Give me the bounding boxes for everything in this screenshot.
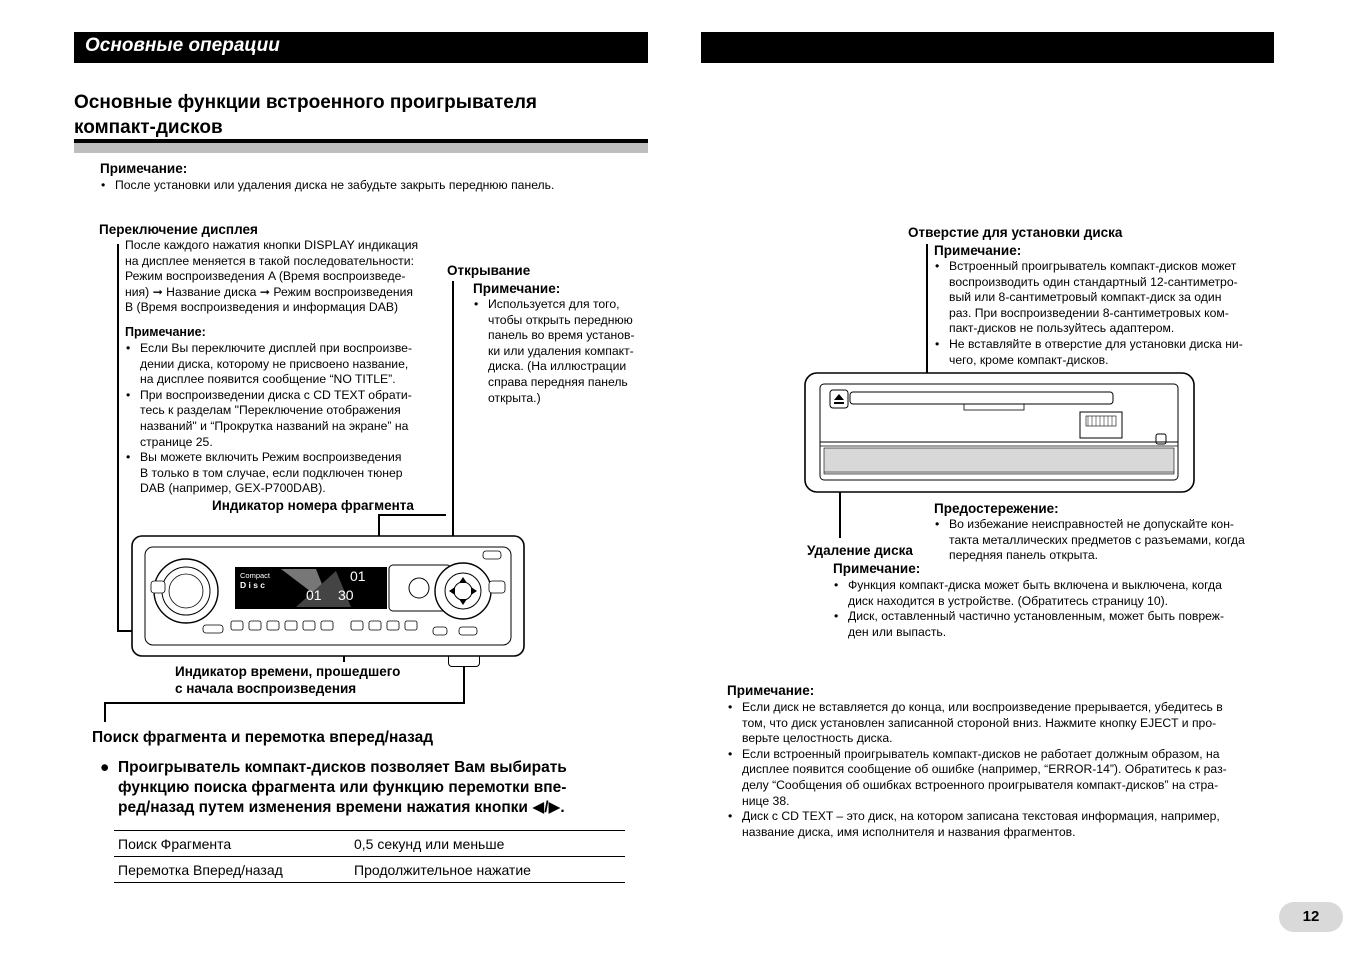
list-item: • Диск, оставленный частично установленным, может быть повреж- ден или выпасть. [833, 609, 1278, 640]
lcd-compact: Compact [240, 571, 271, 580]
open-note-label: Примечание: [473, 281, 561, 296]
eject-note-label: Примечание: [833, 561, 921, 576]
search-table [114, 830, 625, 883]
disc-slot [850, 392, 1113, 404]
list-item: • Используется для того, чтобы открыть переднюю панель во время установ- ки или удаления компакт- диска. (На иллюстрации справа передняя панель открыта.) [473, 297, 653, 406]
left-header-bar [74, 32, 648, 63]
left-header-title: Основные операции [85, 35, 280, 56]
open-button [483, 551, 501, 559]
audio-button [489, 581, 505, 593]
slot-notes [934, 259, 1279, 368]
table-cell: 0,5 секунд или меньше [350, 831, 625, 857]
bottom-note-label: Примечание: [727, 683, 815, 698]
lcd-minutes: 01 [306, 587, 322, 603]
band-button [151, 581, 165, 593]
right-header-title [701, 32, 1274, 35]
cd-unit-illustration [804, 372, 1195, 494]
right-header-bar [701, 32, 1274, 63]
table-cell: Перемотка Вперед/назад [114, 857, 350, 883]
list-item: • После установки или удаления диска не забудьте закрыть переднюю панель. [100, 178, 640, 194]
table-cell: Поиск Фрагмента [114, 831, 350, 857]
lcd-track-number: 01 [350, 568, 366, 584]
list-item: • Если Вы переключите дисплей при воспроизве- дении диска, которому не присвоено название, на дисплее появится сообщение “NO TITLE”. [125, 341, 445, 388]
list-item: • Если встроенный проигрыватель компакт-дисков не работает должным образом, на дисплее появится сообщение об ошибке (например, “ERROR-14”). Обратитесь к раз- делу “Сообщения об ошибках встроенного проигрывателя компакт-дисков” на стра- нице 38. [727, 747, 1277, 809]
display-switch-text: После каждого нажатия кнопки DISPLAY индикация на дисплее меняется в такой последовательности: Режим воспроизведения A (Время воспроизведе- ния) ➞ Название диска ➞ Режим воспроизведения B (Время воспроизведения и информация DAB) [125, 238, 419, 315]
leader-search-v [463, 667, 465, 703]
caution-notes [934, 517, 1279, 564]
list-item: • Функция компакт-диска может быть включена и выключена, когда диск находится в устройстве. (Обратитесь страницу 10). [833, 578, 1278, 609]
page-number: 12 [1279, 902, 1343, 932]
top-note-list [100, 178, 640, 194]
table-row [114, 857, 625, 883]
search-bullet: ● Проигрыватель компакт-дисков позволяет Вам выбирать функцию поиска фрагмента или функцию перемотки впе- ред/назад путем изменения времени нажатия кнопки ◀/▶. [100, 759, 567, 816]
elapsed-indicator-label: Индикатор времени, прошедшего с начала воспроизведения [175, 664, 401, 696]
open-label: Открывание [447, 263, 531, 278]
list-item: • Во избежание неисправностей не допускайте кон- такта металлических предметов с разъемами, когда передняя панель открыта. [934, 517, 1279, 564]
radio-front-panel [131, 535, 525, 657]
table-cell: Продолжительное нажатие [350, 857, 625, 883]
display-switch-note-label: Примечание: [125, 325, 206, 339]
section-rule-gray [74, 143, 648, 153]
open-notes [473, 297, 653, 406]
list-item: • Встроенный проигрыватель компакт-дисков может воспроизводить один стандартный 12-сантиметро- вый или 8-сантиметровый компакт-диск за один раз. При воспроизведении 8-сантиметровых ком- пакт-дисков не пользуйтесь адаптером. [934, 259, 1279, 337]
func-button [433, 627, 447, 635]
display-switch-notes [125, 341, 445, 497]
bottom-notes [727, 700, 1277, 840]
list-item: • Если диск не вставляется до конца, или воспроизведение прерывается, убедитесь в том, что диск установлен записанной стороной вниз. Нажмите кнопку EJECT и про- верьте целостность диска. [727, 700, 1277, 747]
list-item: • Не вставляйте в отверстие для установки диска ни- чего, кроме компакт-дисков. [934, 337, 1279, 368]
list-item: • При воспроизведении диска с CD TEXT обрати- тесь к разделам "Переключение отображения названий" и “Прокрутка названий на экране” на странице 25. [125, 388, 445, 450]
slot-label: Отверстие для установки диска [908, 225, 1123, 240]
search-heading: Поиск фрагмента и перемотка вперед/назад [92, 729, 434, 746]
table-row [114, 831, 625, 857]
lcd-disc: D i s c [240, 580, 266, 590]
leader-search-tail [104, 702, 106, 722]
list-item: • Вы можете включить Режим воспроизведения B только в том случае, если подключен тюнер DAB (например, GEX-P700DAB). [125, 450, 445, 497]
eject-label: Удаление диска [807, 543, 913, 558]
section-title: Основные функции встроенного проигрывателя компакт-дисков [74, 92, 538, 138]
caution-label: Предостережение: [934, 501, 1059, 516]
slot-note-label: Примечание: [934, 243, 1022, 258]
leader-display [117, 244, 119, 631]
eject-notes [833, 578, 1278, 640]
display-switch-label: Переключение дисплея [99, 222, 258, 237]
bullet-icon: ● [100, 759, 110, 776]
leader-search-h [104, 702, 465, 704]
disp-button [203, 625, 223, 633]
leader-track-h [378, 514, 446, 516]
top-note-label: Примечание: [100, 161, 188, 176]
lcd-seconds: 30 [338, 587, 354, 603]
track-indicator-label: Индикатор номера фрагмента [212, 498, 414, 513]
list-item: • Диск с CD TEXT – это диск, на котором записана текстовая информация, например, название диска, имя исполнителя и названия фрагментов. [727, 809, 1277, 840]
leader-open [452, 281, 454, 553]
